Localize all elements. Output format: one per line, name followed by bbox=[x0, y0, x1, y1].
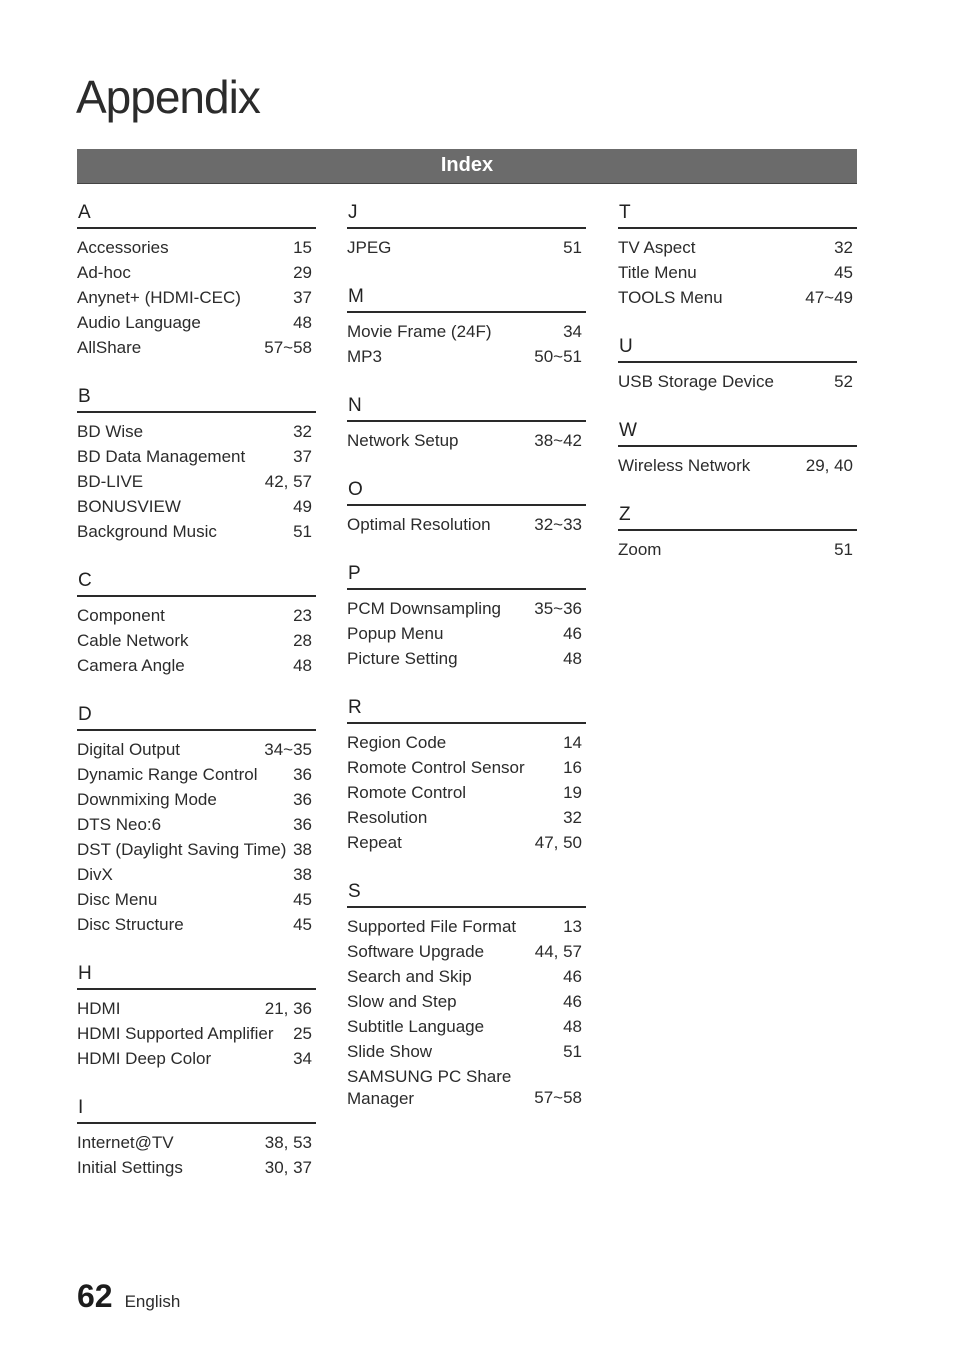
index-letter-heading: U bbox=[618, 332, 857, 363]
index-entry bbox=[347, 512, 586, 537]
index-entry-term: Cable Network bbox=[77, 631, 189, 650]
index-entry bbox=[77, 737, 316, 762]
index-entry bbox=[77, 494, 316, 519]
index-section-c bbox=[77, 566, 316, 678]
index-entry-term: Digital Output bbox=[77, 740, 180, 759]
index-section-a bbox=[77, 198, 316, 360]
index-entry-pages: 37 bbox=[293, 288, 312, 307]
index-entry-term: HDMI Deep Color bbox=[77, 1049, 212, 1068]
page-footer bbox=[77, 1278, 180, 1315]
index-entry bbox=[77, 787, 316, 812]
index-entry-term: Optimal Resolution bbox=[347, 515, 491, 534]
index-entry-pages: 36 bbox=[293, 815, 312, 834]
index-column-3 bbox=[618, 198, 857, 584]
index-entry-term: Romote Control bbox=[347, 783, 467, 802]
index-entry bbox=[77, 1155, 316, 1180]
index-letter-heading: A bbox=[77, 198, 316, 229]
index-entry-pages: 38 bbox=[293, 865, 312, 884]
index-entry bbox=[347, 344, 586, 369]
index-section-i bbox=[77, 1093, 316, 1180]
index-entry-term: DTS Neo:6 bbox=[77, 815, 162, 834]
index-section-m bbox=[347, 282, 586, 369]
index-entry-term: Title Menu bbox=[618, 263, 697, 282]
index-entry-pages: 15 bbox=[293, 238, 312, 257]
index-entry bbox=[77, 887, 316, 912]
index-entry bbox=[77, 1021, 316, 1046]
index-section-s bbox=[347, 877, 586, 1110]
index-entry-list bbox=[347, 730, 586, 855]
index-entry-list bbox=[77, 419, 316, 544]
index-entry bbox=[347, 964, 586, 989]
index-entry bbox=[347, 805, 586, 830]
index-entry bbox=[347, 1064, 586, 1110]
index-entry-pages: 25 bbox=[293, 1024, 312, 1043]
index-entry bbox=[77, 603, 316, 628]
index-entry-pages: 45 bbox=[293, 915, 312, 934]
index-entry-term: Dynamic Range Control bbox=[77, 765, 258, 784]
index-entry bbox=[347, 621, 586, 646]
index-entry bbox=[347, 755, 586, 780]
index-entry-list bbox=[77, 996, 316, 1071]
index-entry-pages: 13 bbox=[563, 917, 582, 936]
index-entry-term: Search and Skip bbox=[347, 967, 472, 986]
index-entry-term: BD Data Management bbox=[77, 447, 246, 466]
index-letter-heading: M bbox=[347, 282, 586, 313]
index-entry-term: Supported File Format bbox=[347, 917, 517, 936]
index-entry-list bbox=[347, 512, 586, 537]
index-entry bbox=[77, 260, 316, 285]
index-entry-pages: 16 bbox=[563, 758, 582, 777]
index-entry bbox=[347, 989, 586, 1014]
index-entry-list bbox=[347, 428, 586, 453]
index-entry-list bbox=[618, 369, 857, 394]
index-entry-term: SAMSUNG PC Share Manager bbox=[347, 1067, 512, 1108]
index-entry-term: TV Aspect bbox=[618, 238, 696, 257]
index-entry-pages: 34~35 bbox=[264, 740, 312, 759]
index-entry-pages: 29, 40 bbox=[805, 456, 853, 475]
index-entry-pages: 48 bbox=[293, 656, 312, 675]
index-entry bbox=[77, 912, 316, 937]
index-entry-pages: 14 bbox=[563, 733, 582, 752]
index-entry bbox=[77, 285, 316, 310]
index-entry-list bbox=[618, 235, 857, 310]
index-section-w bbox=[618, 416, 857, 478]
index-entry-term: HDMI Supported Amplifier bbox=[77, 1024, 274, 1043]
index-entry-pages: 32 bbox=[563, 808, 582, 827]
index-entry-pages: 37 bbox=[293, 447, 312, 466]
index-entry-pages: 45 bbox=[834, 263, 853, 282]
index-column-2 bbox=[347, 198, 586, 1132]
index-letter-heading: N bbox=[347, 391, 586, 422]
index-letter-heading: P bbox=[347, 559, 586, 590]
index-section-p bbox=[347, 559, 586, 671]
index-letter-heading: D bbox=[77, 700, 316, 731]
index-entry bbox=[77, 444, 316, 469]
index-entry bbox=[347, 646, 586, 671]
index-entry-term: Region Code bbox=[347, 733, 447, 752]
index-entry-term: Software Upgrade bbox=[347, 942, 485, 961]
index-letter-heading: W bbox=[618, 416, 857, 447]
index-section-o bbox=[347, 475, 586, 537]
index-entry-pages: 51 bbox=[563, 238, 582, 257]
index-entry-pages: 32 bbox=[293, 422, 312, 441]
index-entry-term: MP3 bbox=[347, 347, 382, 366]
index-entry-term: Romote Control Sensor bbox=[347, 758, 525, 777]
index-entry-term: DST (Daylight Saving Time) bbox=[77, 840, 287, 859]
index-entry-term: Resolution bbox=[347, 808, 428, 827]
index-entry-pages: 50~51 bbox=[534, 347, 582, 366]
index-entry-term: Initial Settings bbox=[77, 1158, 183, 1177]
index-entry-pages: 48 bbox=[563, 649, 582, 668]
index-letter-heading: J bbox=[347, 198, 586, 229]
index-entry bbox=[618, 537, 857, 562]
index-entry-list bbox=[618, 453, 857, 478]
index-entry bbox=[347, 319, 586, 344]
index-entry-pages: 57~58 bbox=[264, 338, 312, 357]
index-section-t bbox=[618, 198, 857, 310]
index-section-u bbox=[618, 332, 857, 394]
index-entry bbox=[77, 469, 316, 494]
index-entry bbox=[347, 914, 586, 939]
index-entry-term: Disc Menu bbox=[77, 890, 158, 909]
index-entry bbox=[618, 453, 857, 478]
index-entry-term: BD-LIVE bbox=[77, 472, 144, 491]
index-entry bbox=[347, 939, 586, 964]
index-entry bbox=[347, 1039, 586, 1064]
index-entry-term: Wireless Network bbox=[618, 456, 751, 475]
index-entry-pages: 30, 37 bbox=[264, 1158, 312, 1177]
index-entry bbox=[618, 285, 857, 310]
index-entry-term: BONUSVIEW bbox=[77, 497, 181, 516]
index-letter-heading: B bbox=[77, 382, 316, 413]
index-entry bbox=[77, 310, 316, 335]
index-entry-term: HDMI bbox=[77, 999, 121, 1018]
index-entry-term: Downmixing Mode bbox=[77, 790, 217, 809]
index-entry-pages: 47~49 bbox=[805, 288, 853, 307]
index-entry-list bbox=[77, 737, 316, 937]
index-entry-list bbox=[347, 319, 586, 369]
index-entry-pages: 47, 50 bbox=[534, 833, 582, 852]
index-entry-list bbox=[77, 235, 316, 360]
index-entry-term: BD Wise bbox=[77, 422, 144, 441]
index-entry bbox=[347, 830, 586, 855]
index-entry-term: Zoom bbox=[618, 540, 662, 559]
index-entry-pages: 45 bbox=[293, 890, 312, 909]
index-entry bbox=[77, 812, 316, 837]
index-entry-pages: 51 bbox=[563, 1042, 582, 1061]
index-entry-pages: 42, 57 bbox=[264, 472, 312, 491]
index-entry bbox=[77, 1046, 316, 1071]
index-entry-term: Internet@TV bbox=[77, 1133, 174, 1152]
index-section-n bbox=[347, 391, 586, 453]
index-entry-pages: 38 bbox=[293, 840, 312, 859]
index-entry-term: DivX bbox=[77, 865, 113, 884]
index-entry-pages: 48 bbox=[293, 313, 312, 332]
index-entry bbox=[618, 260, 857, 285]
index-entry-pages: 35~36 bbox=[534, 599, 582, 618]
index-entry-term: Camera Angle bbox=[77, 656, 185, 675]
index-entry-list bbox=[77, 1130, 316, 1180]
index-entry-list bbox=[347, 235, 586, 260]
index-entry-term: Slide Show bbox=[347, 1042, 433, 1061]
index-entry-term: USB Storage Device bbox=[618, 372, 774, 391]
index-section-r bbox=[347, 693, 586, 855]
index-entry-pages: 46 bbox=[563, 992, 582, 1011]
index-letter-heading: H bbox=[77, 959, 316, 990]
index-entry-pages: 32 bbox=[834, 238, 853, 257]
index-section-h bbox=[77, 959, 316, 1071]
index-entry-pages: 49 bbox=[293, 497, 312, 516]
index-section-d bbox=[77, 700, 316, 937]
index-entry-term: Disc Structure bbox=[77, 915, 184, 934]
index-entry-term: Slow and Step bbox=[347, 992, 457, 1011]
index-entry-pages: 34 bbox=[563, 322, 582, 341]
index-entry-term: PCM Downsampling bbox=[347, 599, 501, 618]
index-entry-term: Background Music bbox=[77, 522, 217, 541]
index-entry bbox=[618, 369, 857, 394]
index-entry-pages: 19 bbox=[563, 783, 582, 802]
index-entry-pages: 48 bbox=[563, 1017, 582, 1036]
index-entry bbox=[347, 596, 586, 621]
index-entry-pages: 46 bbox=[563, 624, 582, 643]
index-entry bbox=[77, 762, 316, 787]
index-entry bbox=[77, 419, 316, 444]
index-section-b bbox=[77, 382, 316, 544]
index-entry-term: Movie Frame (24F) bbox=[347, 322, 492, 341]
index-entry bbox=[77, 996, 316, 1021]
index-entry-term: JPEG bbox=[347, 238, 392, 257]
index-entry bbox=[77, 653, 316, 678]
index-entry bbox=[77, 1130, 316, 1155]
index-entry-pages: 38~42 bbox=[534, 431, 582, 450]
index-entry-list bbox=[347, 596, 586, 671]
index-letter-heading: I bbox=[77, 1093, 316, 1124]
index-entry-list bbox=[347, 914, 586, 1110]
index-entry-pages: 57~58 bbox=[534, 1088, 582, 1107]
index-entry-pages: 51 bbox=[293, 522, 312, 541]
index-letter-heading: Z bbox=[618, 500, 857, 531]
index-entry-pages: 28 bbox=[293, 631, 312, 650]
index-entry bbox=[77, 628, 316, 653]
index-entry bbox=[347, 780, 586, 805]
index-entry bbox=[347, 730, 586, 755]
index-entry-term: Repeat bbox=[347, 833, 402, 852]
index-section-bar: Index bbox=[77, 149, 857, 184]
index-entry-pages: 52 bbox=[834, 372, 853, 391]
index-entry-term: Subtitle Language bbox=[347, 1017, 485, 1036]
index-entry-pages: 29 bbox=[293, 263, 312, 282]
index-entry bbox=[77, 862, 316, 887]
index-entry-term: Ad-hoc bbox=[77, 263, 131, 282]
index-entry bbox=[618, 235, 857, 260]
index-entry-pages: 36 bbox=[293, 765, 312, 784]
index-entry-pages: 36 bbox=[293, 790, 312, 809]
index-entry-list bbox=[77, 603, 316, 678]
index-entry-term: Component bbox=[77, 606, 165, 625]
index-entry-term: Network Setup bbox=[347, 431, 459, 450]
index-entry-list bbox=[618, 537, 857, 562]
index-entry-term: AllShare bbox=[77, 338, 142, 357]
index-section-j bbox=[347, 198, 586, 260]
index-letter-heading: C bbox=[77, 566, 316, 597]
index-entry bbox=[347, 1014, 586, 1039]
index-entry bbox=[347, 428, 586, 453]
index-entry bbox=[347, 235, 586, 260]
index-entry-pages: 21, 36 bbox=[264, 999, 312, 1018]
index-entry bbox=[77, 837, 316, 862]
page-number: 62 bbox=[77, 1278, 113, 1314]
index-entry-pages: 23 bbox=[293, 606, 312, 625]
index-entry-term: Audio Language bbox=[77, 313, 201, 332]
index-letter-heading: T bbox=[618, 198, 857, 229]
index-entry-pages: 34 bbox=[293, 1049, 312, 1068]
index-entry-pages: 44, 57 bbox=[534, 942, 582, 961]
index-entry-pages: 38, 53 bbox=[264, 1133, 312, 1152]
index-entry-pages: 32~33 bbox=[534, 515, 582, 534]
index-entry-term: TOOLS Menu bbox=[618, 288, 723, 307]
index-letter-heading: R bbox=[347, 693, 586, 724]
page-title: Appendix bbox=[76, 71, 260, 123]
index-letter-heading: O bbox=[347, 475, 586, 506]
index-section-z bbox=[618, 500, 857, 562]
index-entry-term: Accessories bbox=[77, 238, 169, 257]
footer-language: English bbox=[124, 1292, 181, 1311]
index-entry-term: Anynet+ (HDMI-CEC) bbox=[77, 288, 241, 307]
index-entry-term: Popup Menu bbox=[347, 624, 444, 643]
index-column-1 bbox=[77, 198, 316, 1202]
index-entry-pages: 51 bbox=[834, 540, 853, 559]
index-entry bbox=[77, 235, 316, 260]
index-letter-heading: S bbox=[347, 877, 586, 908]
index-entry-pages: 46 bbox=[563, 967, 582, 986]
index-entry bbox=[77, 519, 316, 544]
index-entry bbox=[77, 335, 316, 360]
index-entry-term: Picture Setting bbox=[347, 649, 458, 668]
